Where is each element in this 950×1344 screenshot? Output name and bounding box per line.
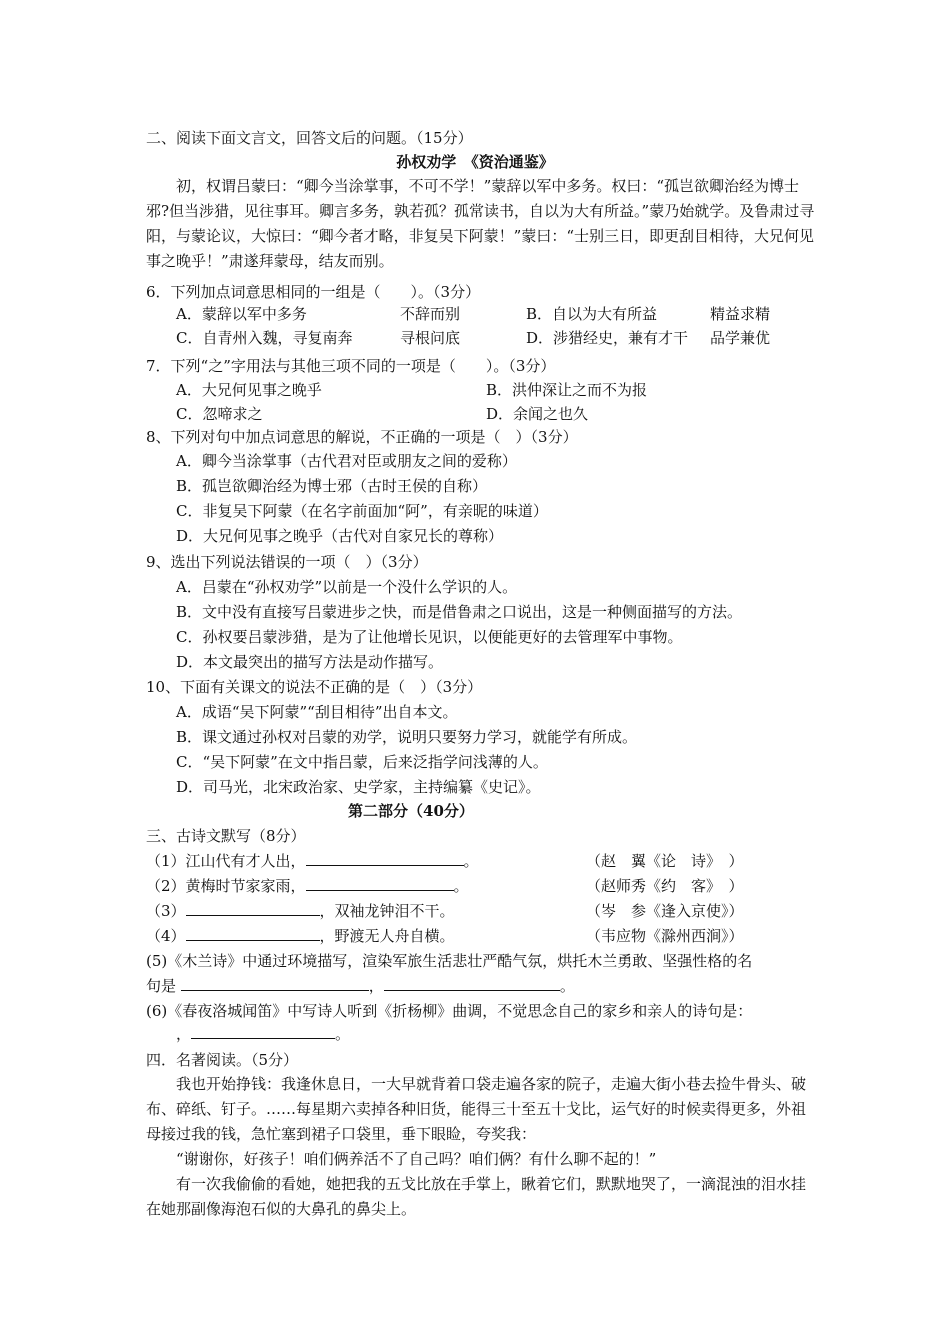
dictation-source-2: （赵师秀《约 客》 ） <box>586 877 744 895</box>
q6-option-d2: 品学兼优 <box>710 329 771 347</box>
answer-blank[interactable] <box>186 926 320 941</box>
q9-option-b: B．文中没有直接写吕蒙进步之快，而是借鲁肃之口说出，这是一种侧面描写的方法。 <box>176 603 743 621</box>
q6-option-b2: 精益求精 <box>710 305 771 323</box>
dictation-line-5a: (5)《木兰诗》中通过环境描写，渲染军旅生活悲壮严酷气氛，烘托木兰勇敢、坚强性格的名 <box>146 952 753 970</box>
q6-option-b1: B．自以为大有所益 <box>526 305 658 323</box>
q10-stem: 10、下面有关课文的说法不正确的是（ ）（3分） <box>146 678 483 696</box>
answer-blank[interactable] <box>384 976 560 991</box>
q10-option-a: A．成语“吴下阿蒙”“刮目相待”出自本文。 <box>176 703 458 721</box>
section2-heading: 二、阅读下面文言文，回答文后的问题。（15分） <box>146 129 473 147</box>
q6-option-c1: C．自青州入魏，寻复南奔 <box>176 329 353 347</box>
dictation-line-3: （3） ，双袖龙钟泪不干。 <box>146 902 455 920</box>
q6-stem: 6．下列加点词意思相同的一组是（ ）。（3分） <box>146 283 481 301</box>
dictation-source-4: （韦应物《滁州西涧》） <box>586 927 744 945</box>
section3-heading: 三、古诗文默写（8分） <box>146 827 306 845</box>
answer-blank[interactable] <box>191 1024 335 1039</box>
dictation-line-4: （4） ，野渡无人舟自横。 <box>146 927 455 945</box>
q9-stem: 9、选出下列说法错误的一项（ ）（3分） <box>146 553 428 571</box>
q7-option-b: B．洪仲深让之而不为报 <box>486 381 648 399</box>
passage-title: 孙权劝学 《资治通鉴》 <box>396 153 554 171</box>
reading-paragraph-3: 有一次我偷偷的看她，她把我的五戈比放在手掌上，瞅着它们，默默地哭了，一滴混浊的泪水挂在她那副像海泡石似的大鼻孔的鼻尖上。 <box>146 1175 807 1218</box>
q7-option-a: A．大兄何见事之晚乎 <box>176 381 322 399</box>
dictation-line-6a: (6)《春夜洛城闻笛》中写诗人听到《折杨柳》曲调，不觉思念自己的家乡和亲人的诗句是： <box>146 1002 753 1020</box>
answer-blank[interactable] <box>181 976 369 991</box>
q10-option-d: D．司马光，北宋政治家、史学家，主持编纂《史记》。 <box>176 778 541 796</box>
answer-blank[interactable] <box>186 901 320 916</box>
dictation-line-2: （2）黄梅时节家家雨， 。 <box>146 877 469 895</box>
q8-option-c: C．非复吴下阿蒙（在名字前面加“阿”，有亲昵的味道） <box>176 502 548 520</box>
answer-blank[interactable] <box>306 851 464 866</box>
q8-option-a: A．卿今当涂掌事（古代君对臣或朋友之间的爱称） <box>176 452 517 470</box>
reading-paragraph-2: “谢谢你，好孩子！咱们俩养活不了自己吗？咱们俩？有什么聊不起的！” <box>176 1150 657 1168</box>
q8-option-d: D．大兄何见事之晚乎（古代对自家兄长的尊称） <box>176 527 504 545</box>
reading-paragraph-1: 我也开始挣钱：我逢休息日，一大早就背着口袋走遍各家的院子，走遍大街小巷去捡牛骨头、破布、碎纸、钉子。……每星期六卖掉各种旧货，能得三十至五十戈比，运气好的时候卖得更多，外祖母接过我的钱，急忙塞到裙子口袋里，垂下眼睑，夸奖我： <box>146 1075 807 1143</box>
q9-option-c: C．孙权要吕蒙涉猎，是为了让他增长见识，以便能更好的去管理军中事物。 <box>176 628 683 646</box>
dictation-source-3: （岑 参《逢入京使》） <box>586 902 744 920</box>
q7-option-c: C．忽啼求之 <box>176 405 263 423</box>
section4-heading: 四．名著阅读。（5分） <box>146 1051 299 1069</box>
q8-option-b: B．孤岂欲卿治经为博士邪（古时王侯的自称） <box>176 477 488 495</box>
q6-option-c2: 寻根问底 <box>400 329 461 347</box>
q10-option-b: B．课文通过孙权对吕蒙的劝学，说明只要努力学习，就能学有所成。 <box>176 728 638 746</box>
q6-option-a2: 不辞而别 <box>400 305 461 323</box>
q6-option-a1: A．蒙辞以军中多务 <box>176 305 307 323</box>
q10-option-c: C．“吴下阿蒙”在文中指吕蒙，后来泛指学问浅薄的人。 <box>176 753 548 771</box>
answer-blank[interactable] <box>306 876 454 891</box>
dictation-line-6b: ， 。 <box>176 1025 351 1043</box>
q7-option-d: D．余闻之也久 <box>486 405 589 423</box>
q8-stem: 8、下列对句中加点词意思的解说，不正确的一项是（ ）（3分） <box>146 428 578 446</box>
dictation-line-1: （1）江山代有才人出， 。 <box>146 852 479 870</box>
passage-text: 初，权谓吕蒙曰：“卿今当涂掌事，不可不学！”蒙辞以军中多务。权曰：“孤岂欲卿治经为博士邪?但当涉猎，见往事耳。卿言多务，孰若孤？孤常读书，自以为大有所益。”蒙乃始就学。及鲁肃过寻阳，与蒙论议，大惊曰：“卿今者才略，非复吴下阿蒙！”蒙曰：“士别三日，即更刮目相待，大兄何见事之晚乎！”肃遂拜蒙母，结友而别。 <box>146 177 815 270</box>
q9-option-a: A．吕蒙在“孙权劝学”以前是一个没什么学识的人。 <box>176 578 518 596</box>
part2-title: 第二部分（40分） <box>348 802 474 820</box>
q9-option-d: D．本文最突出的描写方法是动作描写。 <box>176 653 444 671</box>
dictation-line-5b: 句是 ， 。 <box>146 977 575 995</box>
dictation-source-1: （赵 翼《论 诗》 ） <box>586 852 744 870</box>
q6-option-d1: D．涉猎经史，兼有才干 <box>526 329 689 347</box>
q7-stem: 7．下列“之”字用法与其他三项不同的一项是（ ）。（3分） <box>146 357 556 375</box>
